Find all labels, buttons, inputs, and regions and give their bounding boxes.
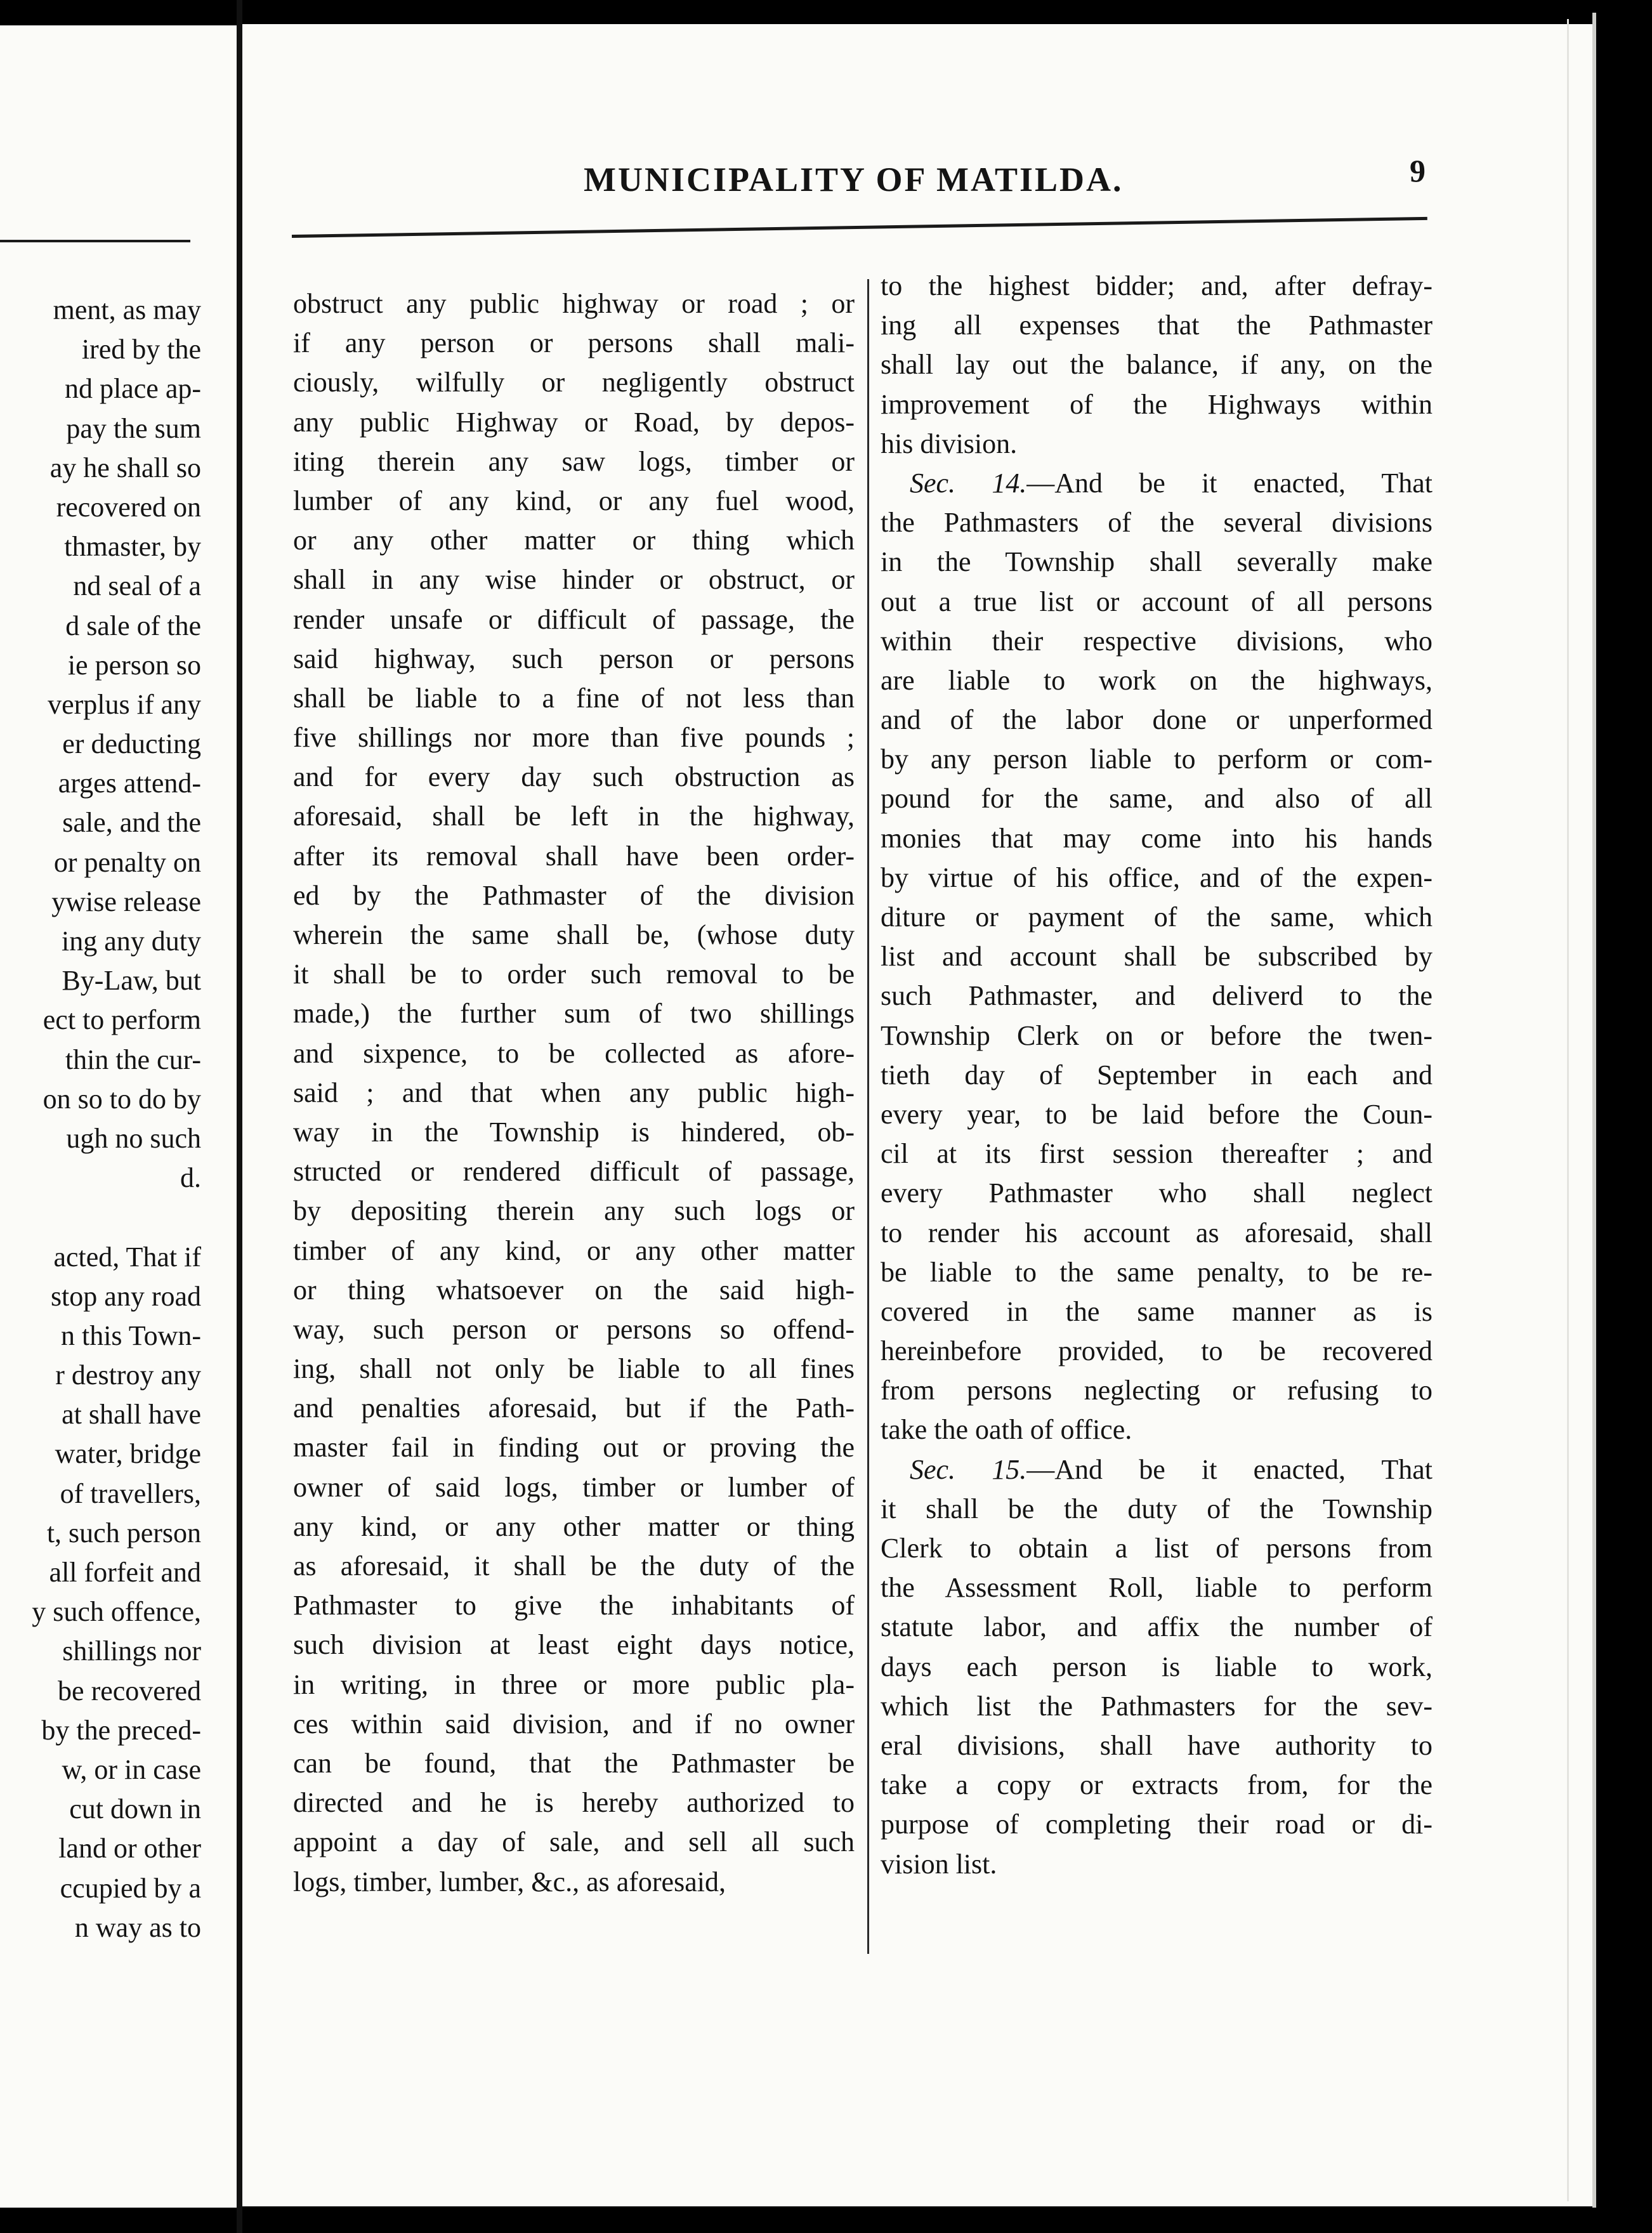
text-line: stop any road xyxy=(50,1280,201,1312)
text-line: By-Law, but xyxy=(62,965,201,997)
text-line: five shillings nor more than five pounds ; xyxy=(293,722,855,754)
page-number: 9 xyxy=(1410,153,1426,188)
middle-column-text xyxy=(293,284,855,1902)
text-line: ces within said division, and if no owner xyxy=(293,1708,855,1739)
text-line: be recovered xyxy=(58,1675,201,1706)
text-line: statute labor, and affix the number of xyxy=(881,1611,1432,1643)
text-line: purpose of completing their road or di- xyxy=(881,1809,1432,1840)
text-line: covered in the same manner as is xyxy=(881,1295,1432,1327)
text-line: as aforesaid, it shall be the duty of the xyxy=(293,1550,855,1581)
text-line: ing any duty xyxy=(62,926,201,957)
text-line: logs, timber, lumber, &c., as aforesaid, xyxy=(293,1866,726,1897)
text-line: are liable to work on the highways, xyxy=(881,664,1432,696)
text-line: every Pathmaster who shall neglect xyxy=(881,1177,1432,1209)
text-line: nd place ap- xyxy=(65,373,201,405)
text-line: cut down in xyxy=(69,1793,201,1825)
text-line: pound for the same, and also of all xyxy=(881,783,1432,815)
text-line: directed and he is hereby authorized to xyxy=(293,1787,855,1819)
text-line: ugh no such xyxy=(66,1122,201,1154)
column-divider xyxy=(867,279,869,1954)
text-line: take the oath of office. xyxy=(881,1414,1132,1446)
text-line: Clerk to obtain a list of persons from xyxy=(881,1533,1432,1564)
text-line: in writing, in three or more public pla- xyxy=(293,1668,855,1700)
text-line: after its removal shall have been order- xyxy=(293,840,855,872)
text-line: t, such person xyxy=(46,1517,201,1549)
text-line: any kind, or any other matter or thing xyxy=(293,1510,855,1542)
page-edge xyxy=(1592,13,1596,2208)
text-line: d sale of the xyxy=(65,610,201,641)
text-line: by virtue of his office, and of the expen- xyxy=(881,861,1432,893)
text-line: ccupied by a xyxy=(60,1872,201,1904)
text-line: shillings nor xyxy=(62,1635,201,1667)
text-line: by the preced- xyxy=(41,1714,201,1746)
book-spine xyxy=(237,0,242,2233)
text-line: improvement of the Highways within xyxy=(881,388,1432,420)
text-line: ywise release xyxy=(51,886,201,917)
text-line: every year, to be laid before the Coun- xyxy=(881,1098,1432,1130)
text-line: it shall be the duty of the Township xyxy=(881,1493,1432,1524)
text-line xyxy=(0,1198,201,1237)
text-line: wherein the same shall be, (whose duty xyxy=(293,919,855,950)
text-line: shall in any wise hinder or obstruct, or xyxy=(293,564,855,596)
text-line: y such offence, xyxy=(32,1596,201,1628)
text-line: n this Town- xyxy=(60,1320,201,1351)
text-line: vision list. xyxy=(881,1848,997,1880)
text-line: and for every day such obstruction as xyxy=(293,761,855,793)
running-header: MUNICIPALITY OF MATILDA. xyxy=(584,160,1124,199)
text-line: if any person or persons shall mali- xyxy=(293,327,855,359)
text-line: of travellers, xyxy=(60,1477,201,1509)
text-line: the Assessment Roll, liable to perform xyxy=(881,1572,1432,1604)
text-line: or thing whatsoever on the said high- xyxy=(293,1274,855,1306)
text-line: w, or in case xyxy=(62,1753,201,1785)
text-line: in the Township shall severally make xyxy=(881,546,1432,578)
text-line: render unsafe or difficult of passage, the xyxy=(293,603,855,635)
left-page-fragment xyxy=(0,25,237,2208)
text-line: out a true list or account of all persons xyxy=(881,586,1432,617)
text-line: obstruct any public highway or road ; or xyxy=(293,288,855,319)
text-line: ect to perform xyxy=(43,1004,201,1036)
text-line: ie person so xyxy=(67,649,201,681)
text-line: owner of said logs, timber or lumber of xyxy=(293,1471,855,1503)
right-column-text xyxy=(881,266,1432,1884)
text-line: or any other matter or thing which xyxy=(293,525,855,556)
text-line: all forfeit and xyxy=(49,1557,201,1588)
text-line: to render his account as aforesaid, shall xyxy=(881,1217,1432,1248)
text-line: and of the labor done or unperformed xyxy=(881,704,1432,736)
text-line: ired by the xyxy=(81,334,201,365)
text-line: such Pathmaster, and deliverd to the xyxy=(881,980,1432,1012)
text-line: cil at its first session thereafter ; and xyxy=(881,1138,1432,1170)
text-line: sale, and the xyxy=(62,807,201,839)
text-line: at shall have xyxy=(62,1399,201,1431)
text-line: thin the cur- xyxy=(65,1044,201,1075)
text-line: can be found, that the Pathmaster be xyxy=(293,1747,855,1779)
text-line: ay he shall so xyxy=(49,452,201,483)
text-line: ment, as may xyxy=(53,294,201,325)
text-line: tieth day of September in each and xyxy=(881,1059,1432,1090)
text-line: timber of any kind, or any other matter xyxy=(293,1234,855,1266)
text-line: aforesaid, shall be left in the highway, xyxy=(293,801,855,832)
text-line: er deducting xyxy=(62,728,201,760)
text-line: structed or rendered difficult of passage, xyxy=(293,1156,855,1188)
text-line: arges attend- xyxy=(58,768,201,799)
text-line: such division at least eight days notice, xyxy=(293,1629,855,1661)
text-line: Township Clerk on or before the twen- xyxy=(881,1019,1432,1051)
text-line: list and account shall be subscribed by xyxy=(881,941,1432,972)
text-line: which list the Pathmasters for the sev- xyxy=(881,1690,1432,1722)
text-line: Sec. 14.—And be it enacted, That xyxy=(910,467,1432,499)
text-line: land or other xyxy=(58,1833,201,1864)
text-line: made,) the further sum of two shillings xyxy=(293,998,855,1030)
text-line: nd seal of a xyxy=(73,570,201,602)
text-line: to the highest bidder; and, after defray- xyxy=(881,270,1432,301)
text-line: Pathmaster to give the inhabitants of xyxy=(293,1590,855,1621)
text-line: ing, shall not only be liable to all fines xyxy=(293,1353,855,1385)
text-line: r destroy any xyxy=(55,1359,201,1391)
text-line: thmaster, by xyxy=(64,531,201,563)
left-header-rule xyxy=(0,240,190,242)
text-line: hereinbefore provided, to be recovered xyxy=(881,1335,1432,1367)
text-line: diture or payment of the same, which xyxy=(881,901,1432,933)
text-line: any public Highway or Road, by depos- xyxy=(293,406,855,438)
text-line: on so to do by xyxy=(43,1083,201,1115)
text-line: water, bridge xyxy=(55,1438,201,1470)
text-line: or penalty on xyxy=(53,846,201,878)
text-line: monies that may come into his hands xyxy=(881,822,1432,854)
text-line: verplus if any xyxy=(48,688,201,720)
text-line: eral divisions, shall have authority to xyxy=(881,1729,1432,1761)
text-line: shall be liable to a fine of not less than xyxy=(293,682,855,714)
left-column-text xyxy=(0,291,201,1948)
text-line: appoint a day of sale, and sell all such xyxy=(293,1826,855,1858)
text-line: way, such person or persons so offend- xyxy=(293,1313,855,1345)
page-edge-shadow xyxy=(1567,19,1569,2201)
text-line: within their respective divisions, who xyxy=(881,625,1432,657)
text-line: by depositing therein any such logs or xyxy=(293,1195,855,1227)
text-line: master fail in finding out or proving the xyxy=(293,1432,855,1464)
text-line: be liable to the same penalty, to be re- xyxy=(881,1256,1432,1288)
text-line: days each person is liable to work, xyxy=(881,1651,1432,1682)
text-line: take a copy or extracts from, for the xyxy=(881,1769,1432,1801)
text-line: and sixpence, to be collected as afore- xyxy=(293,1037,855,1069)
text-line: the Pathmasters of the several divisions xyxy=(881,507,1432,539)
text-line: it shall be to order such removal to be xyxy=(293,959,855,990)
text-line: ing all expenses that the Pathmaster xyxy=(881,310,1432,341)
text-line: by any person liable to perform or com- xyxy=(881,743,1432,775)
text-line: way in the Township is hindered, ob- xyxy=(293,1116,855,1148)
text-line: ciously, wilfully or negligently obstruct xyxy=(293,367,855,398)
text-line: recovered on xyxy=(56,491,201,523)
text-line: n way as to xyxy=(74,1911,201,1943)
text-line: pay the sum xyxy=(66,412,201,444)
text-line: ed by the Pathmaster of the division xyxy=(293,879,855,911)
text-line: said highway, such person or persons xyxy=(293,643,855,674)
text-line: his division. xyxy=(881,428,1018,459)
text-line: d. xyxy=(180,1162,201,1194)
text-line: from persons neglecting or refusing to xyxy=(881,1375,1432,1406)
text-line: iting therein any saw logs, timber or xyxy=(293,445,855,477)
text-line: and penalties aforesaid, but if the Path- xyxy=(293,1392,855,1424)
text-line: lumber of any kind, or any fuel wood, xyxy=(293,485,855,516)
text-line: Sec. 15.—And be it enacted, That xyxy=(910,1453,1432,1485)
text-line: said ; and that when any public high- xyxy=(293,1077,855,1108)
text-line: acted, That if xyxy=(53,1241,201,1273)
text-line: shall lay out the balance, if any, on the xyxy=(881,349,1432,381)
